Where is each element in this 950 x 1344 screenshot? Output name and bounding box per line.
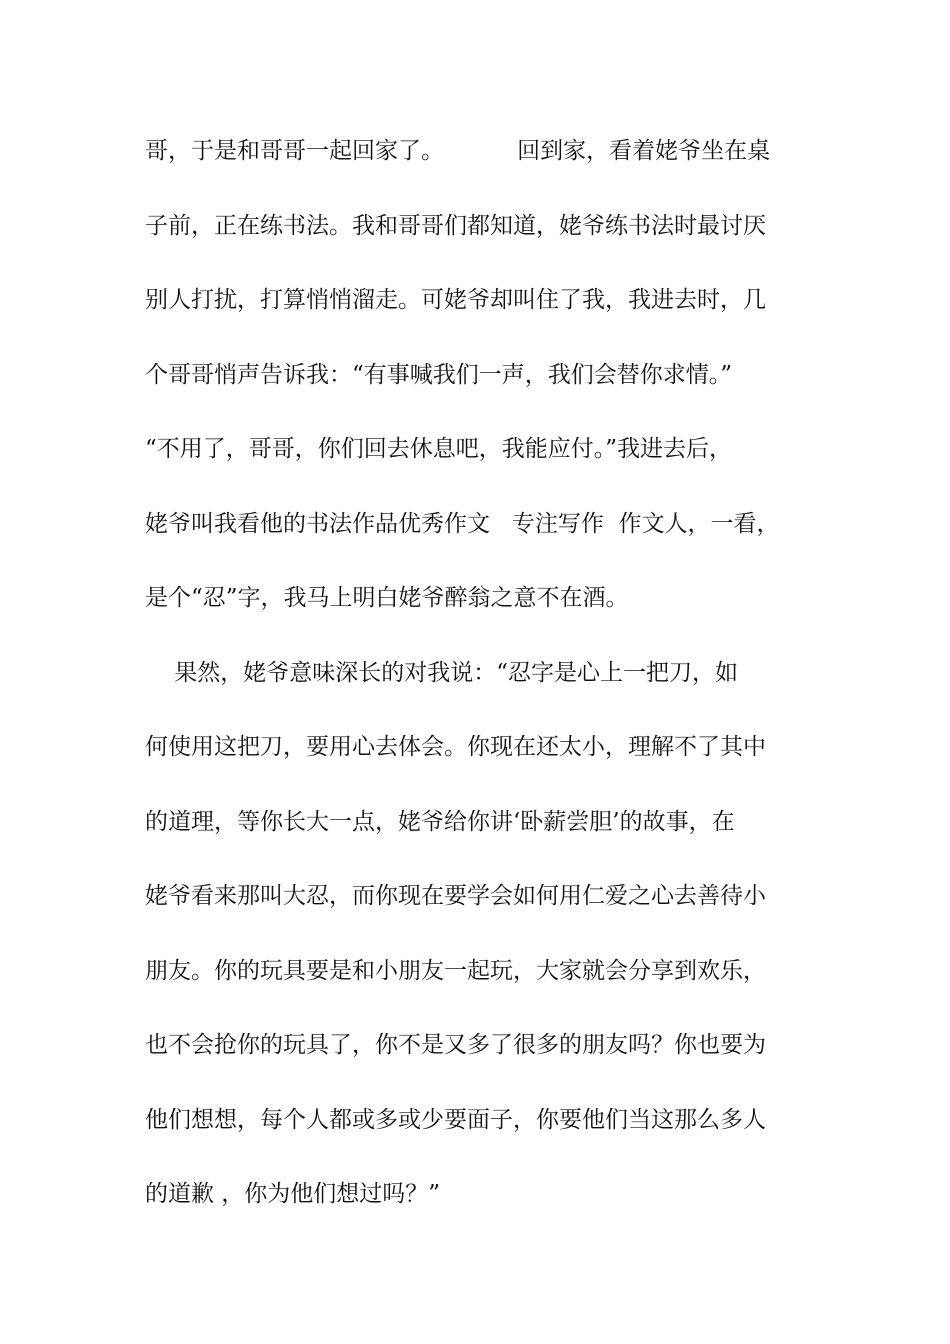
text-line: 姥爷叫我看他的书法作品优秀作文 专注写作 作文人，一看， bbox=[145, 510, 780, 537]
body-text bbox=[145, 131, 815, 1249]
text-line: 子前，正在练书法。我和哥哥们都知道，姥爷练书法时最讨厌 bbox=[145, 212, 766, 239]
text-line: 个哥哥悄声告诉我：“有事喊我们一声，我们会替你求情。” bbox=[145, 361, 733, 388]
text-line: 也不会抢你的玩具了，你不是又多了很多的朋友吗？你也要为 bbox=[145, 1032, 766, 1058]
text-line: 果然，姥爷意味深长的对我说：“忍字是心上一把刀，如 bbox=[145, 659, 739, 686]
text-line: 姥爷看来那叫大忍，而你现在要学会如何用仁爱之心去善待小 bbox=[145, 883, 766, 909]
text-line: “不用了，哥哥，你们回去休息吧，我能应付。”我进去后， bbox=[145, 436, 733, 462]
text-line: 别人打扰，打算悄悄溜走。可姥爷却叫住了我，我进去时，几 bbox=[145, 287, 766, 313]
text-line: 是个“忍”字，我马上明白姥爷醉翁之意不在酒。 bbox=[145, 585, 629, 611]
text-line: 的道理，等你长大一点，姥爷给你讲‘卧薪尝胆’的故事，在 bbox=[145, 808, 735, 835]
text-line: 何使用这把刀，要用心去体会。你现在还太小，理解不了其中 bbox=[145, 734, 766, 760]
text-line: 的道歉 ，你为他们想过吗？” bbox=[145, 1181, 441, 1207]
text-line: 哥，于是和哥哥一起回家了。 回到家，看着姥爷坐在桌 bbox=[145, 138, 771, 164]
text-line: 朋友。你的玩具要是和小朋友一起玩，大家就会分享到欢乐， bbox=[145, 957, 766, 984]
text-line: 他们想想，每个人都或多或少要面子，你要他们当这那么多人 bbox=[145, 1106, 766, 1133]
